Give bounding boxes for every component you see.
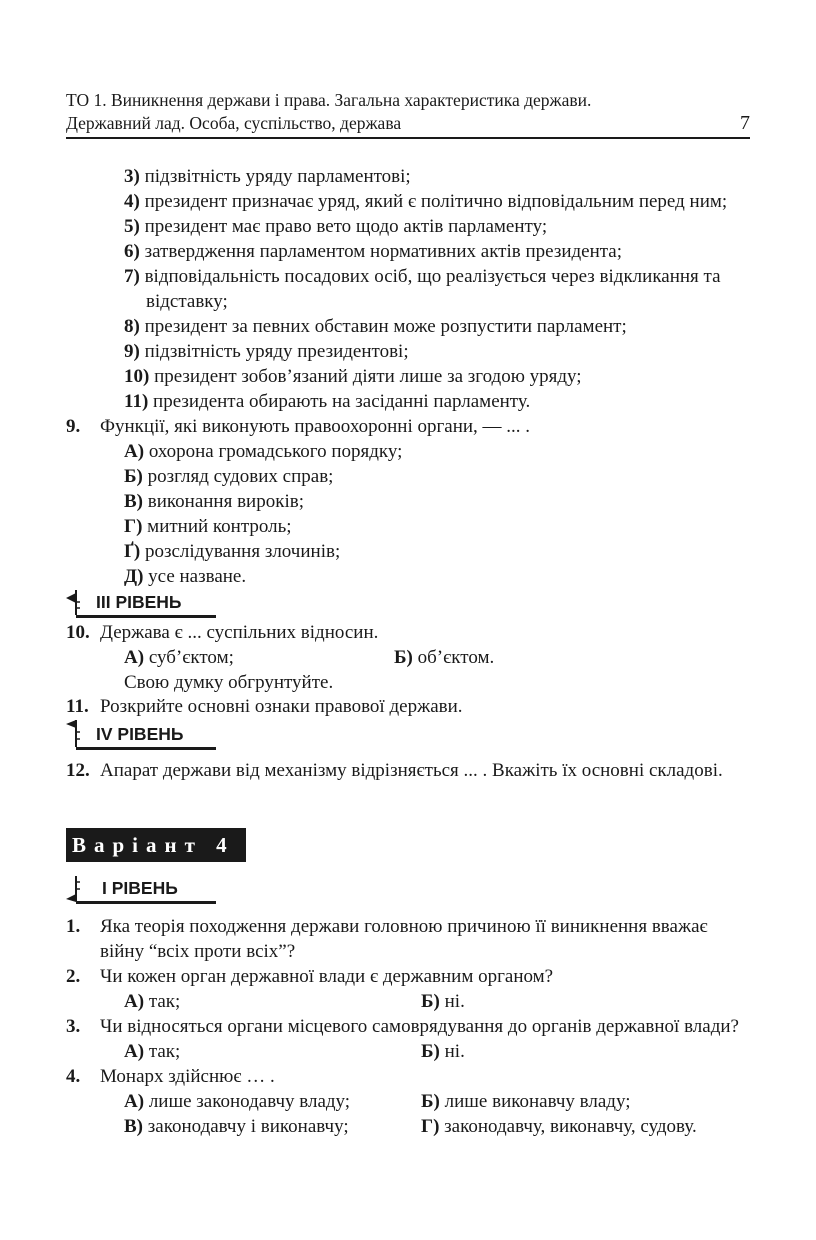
answer-option: А) так; [124, 1041, 181, 1062]
variant-title: Варіант 4 [66, 828, 246, 862]
answer-option: Б) ні. [421, 991, 465, 1012]
list-item: 11) президента обирають на засіданні парламенту. [124, 391, 531, 412]
question-number: 9. [66, 416, 81, 437]
level-heading [66, 720, 216, 750]
question-number: 12. [66, 760, 90, 781]
answer-option: Б) лише виконавчу владу; [421, 1091, 631, 1112]
list-item: 4) президент призначає уряд, який є політично відповідальним перед ним; [124, 191, 728, 212]
question-number: 10. [66, 622, 90, 643]
header-line-1: ТО 1. Виникнення держави і права. Загальна характеристика держави. [66, 90, 592, 110]
answer-option: В) виконання вироків; [124, 491, 304, 512]
answer-option: Г) митний контроль; [124, 516, 292, 537]
question-number: 11. [66, 696, 89, 717]
question-text: Яка теорія походження держави головною причиною її виникнення вважає [100, 916, 708, 937]
page-number: 7 [740, 112, 750, 134]
question-number: 1. [66, 916, 81, 937]
question-number: 3. [66, 1016, 81, 1037]
question-text: Монарх здійснює … . [100, 1066, 275, 1087]
level-label: III РІВЕНЬ [96, 592, 182, 612]
level-label: IV РІВЕНЬ [96, 724, 184, 744]
answer-option: Д) усе назване. [124, 566, 247, 587]
answer-option: Б) розгляд судових справ; [124, 466, 334, 487]
question-text: Апарат держави від механізму відрізняється ... . Вкажіть їх основні складові. [100, 760, 723, 781]
level-marker-icon [66, 720, 80, 748]
question-number: 4. [66, 1066, 81, 1087]
answer-option: Ґ) розслідування злочинів; [124, 541, 341, 562]
question-text-continuation: війну “всіх проти всіх”? [100, 941, 296, 962]
list-item: 7) відповідальність посадових осіб, що реалізується через відкликання та [124, 266, 721, 287]
level-marker-icon [66, 874, 80, 902]
question-number: 2. [66, 966, 81, 987]
header-line-2: Державний лад. Особа, суспільство, держава [66, 113, 402, 133]
header-divider [66, 137, 750, 139]
running-header [66, 89, 750, 135]
list-item: 10) президент зобов’язаний діяти лише за згодою уряду; [124, 366, 582, 387]
question-text: Функції, які виконують правоохоронні органи, — ... . [100, 416, 531, 437]
question-text: Чи відносяться органи місцевого самоврядування до органів державної влади? [100, 1016, 739, 1037]
list-item: 5) президент має право вето щодо актів парламенту; [124, 216, 548, 237]
list-item: 6) затвердження парламентом нормативних актів президента; [124, 241, 623, 262]
question-text: Держава є ... суспільних відносин. [100, 622, 379, 643]
list-item: 9) підзвітність уряду президентові; [124, 341, 409, 362]
level-label: І РІВЕНЬ [102, 878, 178, 898]
question-text: Чи кожен орган державної влади є державним органом? [100, 966, 554, 987]
question-text: Розкрийте основні ознаки правової держави. [100, 696, 463, 717]
answer-option: А) лише законодавчу владу; [124, 1091, 351, 1112]
level-underline [76, 901, 216, 904]
level-heading [66, 588, 216, 618]
answer-option: В) законодавчу і виконавчу; [124, 1116, 349, 1137]
level-marker-icon [66, 588, 80, 616]
level-underline [76, 747, 216, 750]
list-item: 8) президент за певних обставин може розпустити парламент; [124, 316, 627, 337]
level-heading [66, 874, 216, 904]
answer-option: А) так; [124, 991, 181, 1012]
answer-option: А) суб’єктом; [124, 647, 234, 668]
answer-option: Б) ні. [421, 1041, 465, 1062]
answer-option: А) охорона громадського порядку; [124, 441, 403, 462]
list-item: 3) підзвітність уряду парламентові; [124, 166, 411, 187]
answer-option: Г) законодавчу, виконавчу, судову. [421, 1116, 697, 1137]
list-item-continuation: відставку; [146, 291, 228, 312]
level-underline [76, 615, 216, 618]
question-note: Свою думку обгрунтуйте. [124, 672, 334, 693]
answer-option: Б) об’єктом. [394, 647, 495, 668]
